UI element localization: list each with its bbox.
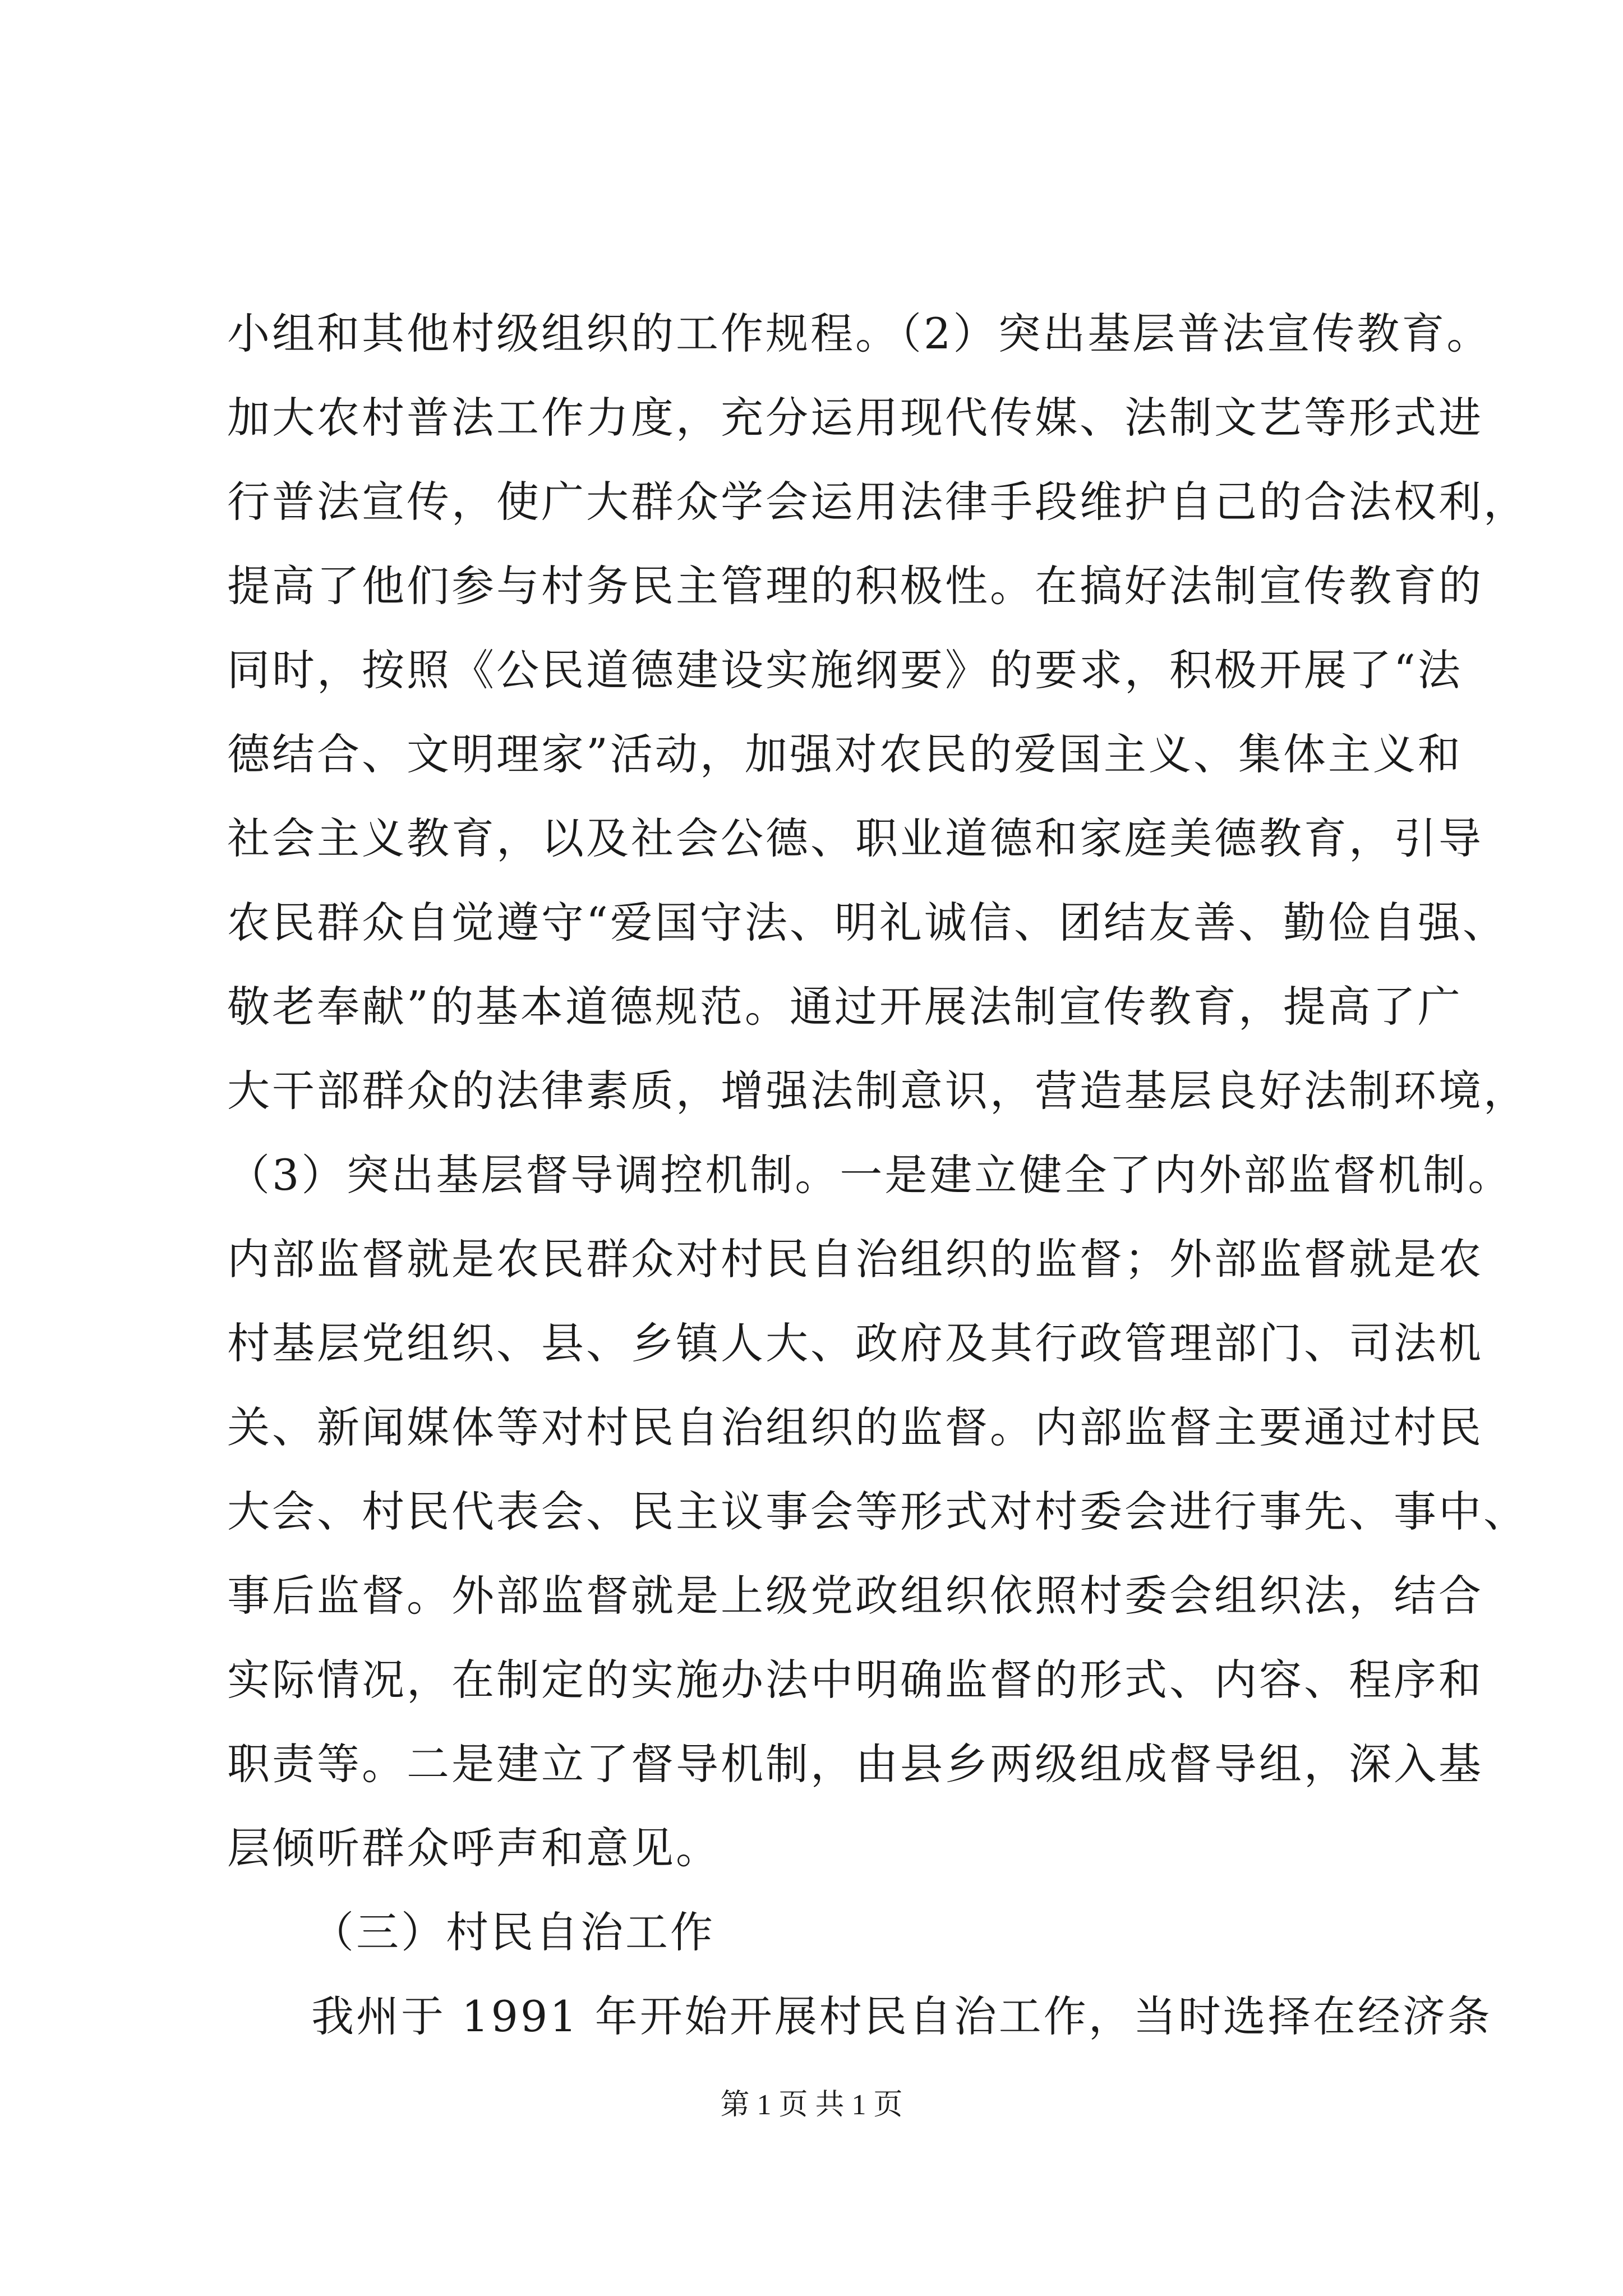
text-line-18: 职责等。二是建立了督导机制，由县乡两级组成督导组，深入基 <box>227 1739 1483 1789</box>
text-line-5: 同时，按照《公民道德建设实施纲要》的要求，积极开展了“法 <box>227 645 1463 695</box>
paragraph-first-line: 我州于 1991 年开始开展村民自治工作，当时选择在经济条 <box>311 1991 1492 2041</box>
text-line-16: 事后监督。外部监督就是上级党政组织依照村委会组织法，结合 <box>227 1571 1483 1621</box>
text-line-3: 行普法宣传，使广大群众学会运用法律手段维护自己的合法权利， <box>227 477 1528 527</box>
text-line-13: 村基层党组织、县、乡镇人大、政府及其行政管理部门、司法机 <box>227 1318 1483 1368</box>
text-line-6: 德结合、文明理家”活动，加强对农民的爱国主义、集体主义和 <box>227 729 1463 779</box>
page-footer: 第 1 页 共 1 页 <box>720 2089 903 2121</box>
text-line-9: 敬老奉献”的基本道德规范。通过开展法制宣传教育，提高了广 <box>227 982 1463 1032</box>
text-line-14: 关、新闻媒体等对村民自治组织的监督。内部监督主要通过村民 <box>227 1402 1483 1452</box>
section-heading: （三）村民自治工作 <box>311 1907 715 1957</box>
text-line-10: 大干部群众的法律素质，增强法制意识，营造基层良好法制环境， <box>227 1066 1528 1116</box>
text-line-11: （3）突出基层督导调控机制。一是建立健全了内外部监督机制。 <box>227 1150 1513 1200</box>
text-line-15: 大会、村民代表会、民主议事会等形式对村委会进行事先、事中、 <box>227 1487 1528 1536</box>
text-line-4: 提高了他们参与村务民主管理的积极性。在搞好法制宣传教育的 <box>227 561 1483 611</box>
text-line-17: 实际情况，在制定的实施办法中明确监督的形式、内容、程序和 <box>227 1655 1483 1705</box>
text-line-2: 加大农村普法工作力度，充分运用现代传媒、法制文艺等形式进 <box>227 393 1483 443</box>
text-line-7: 社会主义教育，以及社会公德、职业道德和家庭美德教育，引导 <box>227 813 1483 863</box>
text-line-19: 层倾听群众呼声和意见。 <box>227 1823 721 1873</box>
text-line-12: 内部监督就是农民群众对村民自治组织的监督；外部监督就是农 <box>227 1234 1483 1284</box>
text-line-1: 小组和其他村级组织的工作规程。（2）突出基层普法宣传教育。 <box>227 309 1492 358</box>
text-line-8: 农民群众自觉遵守“爱国守法、明礼诚信、团结友善、勤俭自强、 <box>227 898 1507 947</box>
